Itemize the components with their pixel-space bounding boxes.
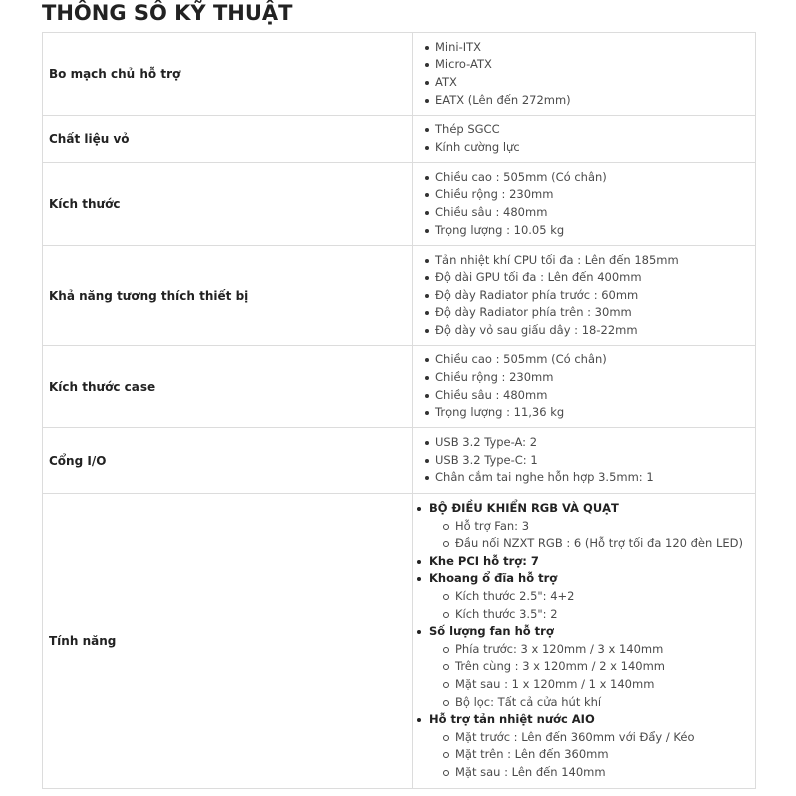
list-item: Chiều rộng : 230mm <box>425 369 749 387</box>
spec-label: Kích thước case <box>43 346 413 428</box>
list-item: Hỗ trợ Fan: 3 <box>429 518 749 536</box>
spec-row-io-ports <box>43 428 756 494</box>
feature-heading: Hỗ trợ tản nhiệt nước AIO <box>429 712 595 727</box>
spec-row-dimensions <box>43 163 756 246</box>
feature-heading: Số lượng fan hỗ trợ <box>429 624 554 639</box>
spec-value <box>413 494 756 789</box>
list-item: Thép SGCC <box>425 121 749 139</box>
list-item: Mặt trên : Lên đến 360mm <box>429 746 749 764</box>
feature-group <box>413 553 749 571</box>
spec-value <box>413 346 756 428</box>
spec-row-material <box>43 116 756 163</box>
feature-heading: Khoang ổ đĩa hỗ trợ <box>429 571 558 586</box>
feature-group <box>413 570 749 623</box>
list-item: Chân cắm tai nghe hỗn hợp 3.5mm: 1 <box>425 469 749 487</box>
list-item: Kính cường lực <box>425 139 749 157</box>
spec-label: Tính năng <box>43 494 413 789</box>
spec-table <box>42 32 756 789</box>
list-item: EATX (Lên đến 272mm) <box>425 92 749 110</box>
spec-label: Bo mạch chủ hỗ trợ <box>43 33 413 116</box>
list-item: Mini-ITX <box>425 39 749 57</box>
list-item: ATX <box>425 74 749 92</box>
list-item: USB 3.2 Type-A: 2 <box>425 434 749 452</box>
list-item: Trọng lượng : 10.05 kg <box>425 222 749 240</box>
feature-group <box>413 500 749 553</box>
list-item: Chiều rộng : 230mm <box>425 186 749 204</box>
list-item: Đầu nối NZXT RGB : 6 (Hỗ trợ tối đa 120 đèn LED) <box>429 535 749 553</box>
list-item: Chiều cao : 505mm (Có chân) <box>425 169 749 187</box>
list-item: Độ dày Radiator phía trên : 30mm <box>425 304 749 322</box>
spec-value <box>413 33 756 116</box>
feature-group <box>413 711 749 781</box>
list-item: Bộ lọc: Tất cả cửa hút khí <box>429 694 749 712</box>
list-item: Mặt sau : 1 x 120mm / 1 x 140mm <box>429 676 749 694</box>
spec-label: Cổng I/O <box>43 428 413 494</box>
list-item: Trên cùng : 3 x 120mm / 2 x 140mm <box>429 658 749 676</box>
list-item: Kích thước 2.5": 4+2 <box>429 588 749 606</box>
spec-label: Khả năng tương thích thiết bị <box>43 246 413 346</box>
list-item: Độ dày vỏ sau giấu dây : 18-22mm <box>425 322 749 340</box>
list-item: Trọng lượng : 11,36 kg <box>425 404 749 422</box>
spec-row-compatibility <box>43 246 756 346</box>
list-item: Chiều sâu : 480mm <box>425 387 749 405</box>
list-item: Độ dài GPU tối đa : Lên đến 400mm <box>425 269 749 287</box>
list-item: Tản nhiệt khí CPU tối đa : Lên đến 185mm <box>425 252 749 270</box>
list-item: Kích thước 3.5": 2 <box>429 606 749 624</box>
spec-row-motherboard <box>43 33 756 116</box>
list-item: Độ dày Radiator phía trước : 60mm <box>425 287 749 305</box>
list-item: Mặt trước : Lên đến 360mm với Đẩy / Kéo <box>429 729 749 747</box>
feature-heading: BỘ ĐIỀU KHIỂN RGB VÀ QUẠT <box>429 501 619 515</box>
spec-value <box>413 428 756 494</box>
spec-label: Kích thước <box>43 163 413 246</box>
list-item: Micro-ATX <box>425 56 749 74</box>
page-title: THÔNG SỐ KỸ THUẬT <box>42 1 293 25</box>
list-item: Chiều cao : 505mm (Có chân) <box>425 351 749 369</box>
list-item: Phía trước: 3 x 120mm / 3 x 140mm <box>429 641 749 659</box>
feature-group <box>413 623 749 711</box>
spec-value <box>413 163 756 246</box>
list-item: Chiều sâu : 480mm <box>425 204 749 222</box>
spec-value <box>413 246 756 346</box>
spec-label: Chất liệu vỏ <box>43 116 413 163</box>
list-item: Mặt sau : Lên đến 140mm <box>429 764 749 782</box>
spec-value <box>413 116 756 163</box>
spec-row-features <box>43 494 756 789</box>
list-item: USB 3.2 Type-C: 1 <box>425 452 749 470</box>
spec-row-case-dimensions <box>43 346 756 428</box>
feature-heading: Khe PCI hỗ trợ: 7 <box>429 553 539 568</box>
